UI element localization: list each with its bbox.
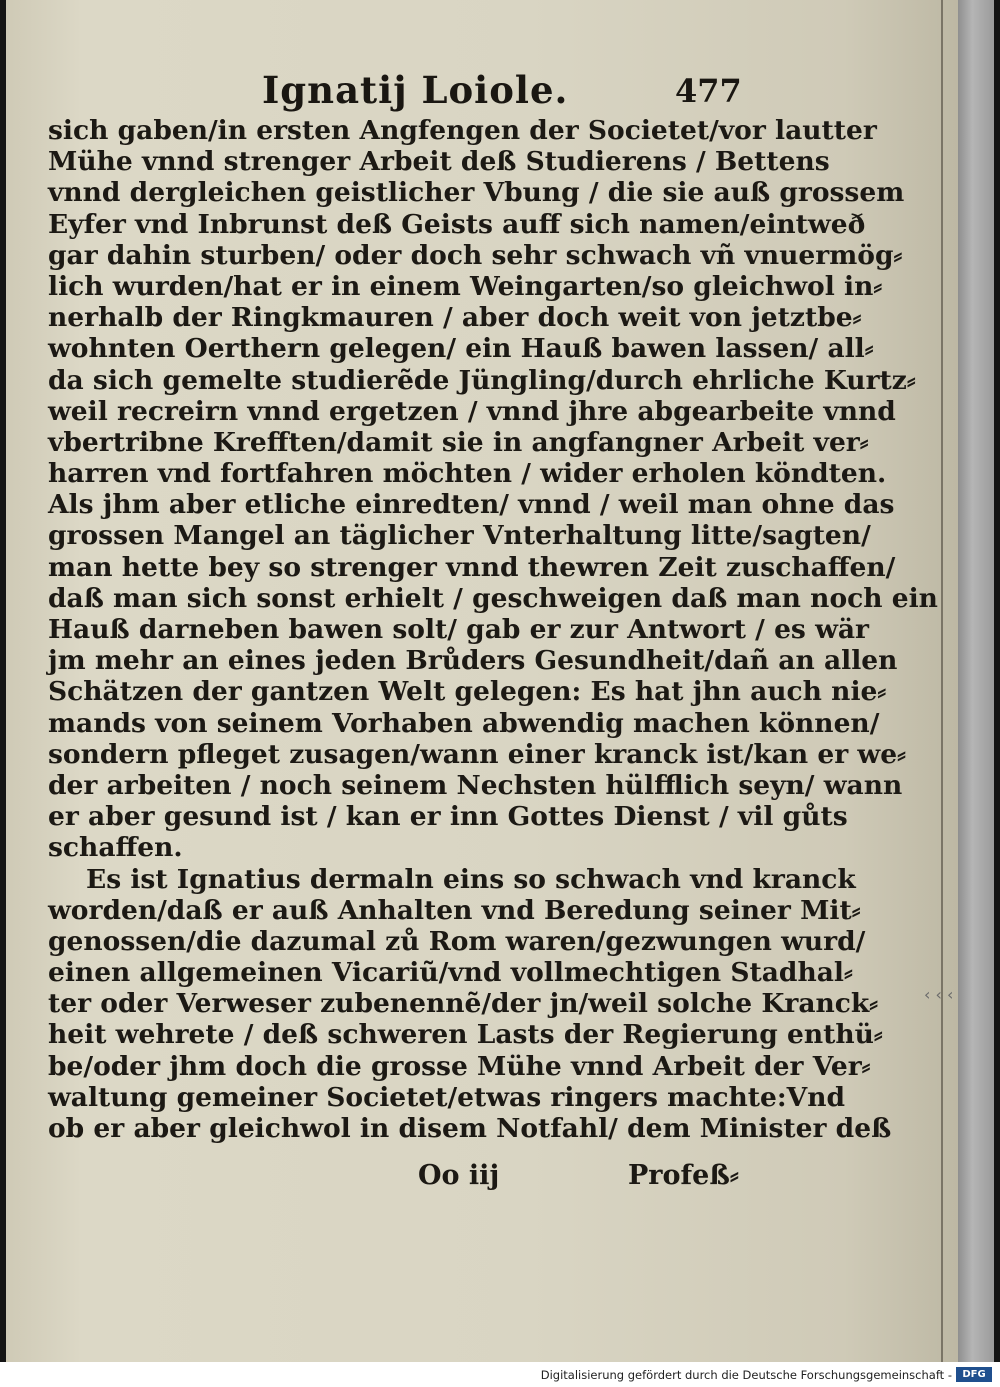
text-line: Eyfer vnd Inbrunst deß Geists auff sich namen/eintweð xyxy=(48,208,866,240)
text-line: sich gaben/in ersten Angfengen der Societet/vor lautter xyxy=(48,115,877,146)
running-head: Ignatij Loiole. xyxy=(262,68,569,112)
text-line: mands von seinem Vorhaben abwendig machen können/ xyxy=(48,707,880,739)
text-line: er aber gesund ist / kan er inn Gottes Dienst / vil gůts xyxy=(48,801,848,833)
credit-bar xyxy=(0,1362,1000,1387)
page-header xyxy=(0,68,952,118)
dfg-logo: DFG xyxy=(956,1367,992,1382)
text-line: weil recreirn vnnd ergetzen / vnnd jhre abgearbeite vnnd xyxy=(48,395,896,427)
text-line: grossen Mangel an täglicher Vnterhaltung litte/sagten/ xyxy=(48,520,871,552)
text-line: gar dahin sturben/ oder doch sehr schwach vñ vnuermög⸗ xyxy=(48,239,903,271)
text-line: lich wurden/hat er in einem Weingarten/so gleichwol in⸗ xyxy=(48,270,883,302)
text-line: Hauß darneben bawen solt/ gab er zur Antwort / es wär xyxy=(48,614,870,645)
text-line: Schätzen der gantzen Welt gelegen: Es hat jhn auch nie⸗ xyxy=(48,676,887,708)
page-gutter-line xyxy=(941,0,943,1362)
text-line: nerhalb der Ringkmauren / aber doch weit von jetztbe⸗ xyxy=(48,302,862,334)
text-line: ob er aber gleichwol in disem Notfahl/ dem Minister deß xyxy=(48,1113,892,1144)
text-line: da sich gemelte studierẽde Jüngling/durch ehrliche Kurtz⸗ xyxy=(48,364,916,396)
text-line: der arbeiten / noch seinem Nechsten hülfflich seyn/ wann xyxy=(48,769,903,801)
catchword: Profeß⸗ xyxy=(628,1160,739,1191)
text-line: vbertribne Krefften/damit sie in angfangner Arbeit ver⸗ xyxy=(48,426,869,458)
page-number: 477 xyxy=(675,72,742,110)
text-line: Es ist Ignatius dermaln eins so schwach vnd kranck xyxy=(86,863,856,895)
edge-marker: ‹ ‹ ‹ xyxy=(924,985,954,1004)
text-line: waltung gemeiner Societet/etwas ringers machte:Vnd xyxy=(48,1081,846,1113)
book-fore-edge xyxy=(958,0,994,1362)
text-line: genossen/die dazumal zů Rom waren/gezwungen wurd/ xyxy=(48,925,866,957)
text-line: sondern pfleget zusagen/wann einer kranck ist/kan er we⸗ xyxy=(48,738,906,770)
text-line: Als jhm aber etliche einredten/ vnnd / weil man ohne das xyxy=(48,489,895,521)
text-line: einen allgemeinen Vicariũ/vnd vollmechtigen Stadhal⸗ xyxy=(48,957,853,989)
text-line: worden/daß er auß Anhalten vnd Beredung seiner Mit⸗ xyxy=(48,894,861,926)
body-text xyxy=(48,115,938,1144)
text-line: ter oder Verweser zubenennẽ/der jn/weil solche Kranck⸗ xyxy=(48,988,879,1020)
text-line: man hette bey so strenger vnnd thewren Zeit zuschaffen/ xyxy=(48,551,896,583)
text-line: wohnten Oerthern gelegen/ ein Hauß bawen lassen/ all⸗ xyxy=(48,333,874,365)
text-line: harren vnd fortfahren möchten / wider erholen köndten. xyxy=(48,458,887,490)
text-line: heit wehrete / deß schweren Lasts der Regierung enthü⸗ xyxy=(48,1019,883,1051)
credit-text: Digitalisierung gefördert durch die Deutsche Forschungsgemeinschaft - xyxy=(540,1368,952,1382)
page-footer xyxy=(0,1160,952,1200)
text-line: vnnd dergleichen geistlicher Vbung / die sie auß grossem xyxy=(48,177,905,209)
text-line: Mühe vnnd strenger Arbeit deß Studierens / Bettens xyxy=(48,146,830,178)
text-line: be/oder jhm doch die grosse Mühe vnnd Arbeit der Ver⸗ xyxy=(48,1050,871,1082)
text-line: daß man sich sonst erhielt / geschweigen daß man noch ein xyxy=(48,582,938,614)
signature-mark: Oo iij xyxy=(418,1160,500,1191)
text-line: schaffen. xyxy=(48,832,183,864)
text-line: jm mehr an eines jeden Brůders Gesundheit/dañ an allen xyxy=(48,645,898,677)
